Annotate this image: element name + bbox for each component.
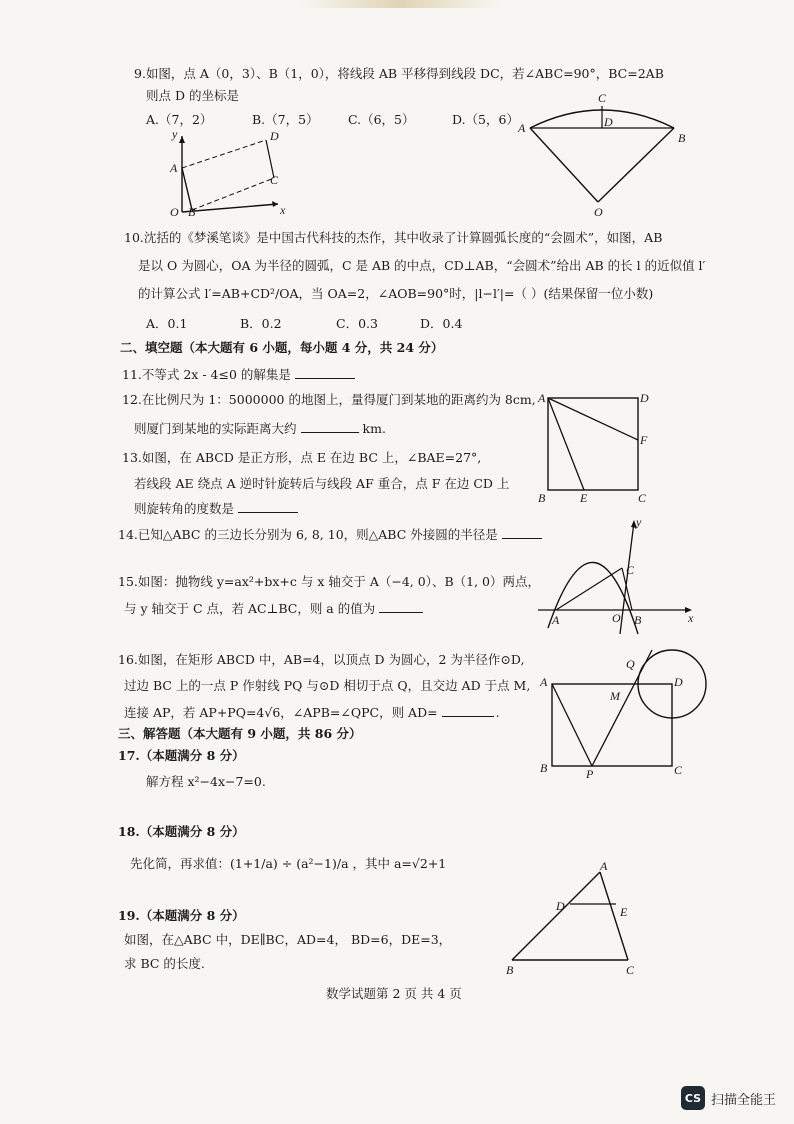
q9-choice-a: A.（7，2） [146,112,213,127]
q16-label-a: A [540,675,548,689]
q15-label-c: C [626,563,635,577]
q15-parabola-figure [534,516,704,636]
q10-choice-d: D．0.4 [420,316,463,331]
q17-body: 解方程 x²−4x−7=0. [146,774,266,789]
q17-title: 17.（本题满分 8 分） [118,748,245,763]
q9-label-o: O [170,205,179,219]
q10-arc-figure [512,88,692,218]
q16-label-m: M [610,689,620,703]
section3-title: 三、解答题（本大题有 9 小题，共 86 分） [118,726,362,741]
q16-line3: 连接 AP，若 AP+PQ=4√6，∠APB=∠QPC，则 AD= . [124,705,500,720]
q16-label-p: P [586,767,594,781]
q12-line1: 12.在比例尺为 1：5000000 的地图上，量得厦门到某地的距离约为 8cm, [122,392,536,407]
q10-choice-a: A．0.1 [146,316,188,331]
q16-rectangle-figure [536,646,716,780]
q19-label-b: B [506,963,514,977]
q15-label-b: B [634,613,642,627]
q10-line3: 的计算公式 l′=AB+CD²/OA，当 OA=2，∠AOB=90°时，|l−l′|=（ ）(结果保留一位小数) [138,286,654,301]
q18-title: 18.（本题满分 8 分） [118,824,245,839]
q13-label-b: B [538,491,546,505]
q15-line2: 与 y 轴交于 C 点，若 AC⊥BC，则 a 的值为 [124,600,423,617]
q19-label-a: A [600,859,608,873]
page-footer: 数学试题第 2 页 共 4 页 [326,986,462,1001]
q13-label-c: C [638,491,647,505]
q16-label-q: Q [626,657,635,671]
q19-title: 19.（本题满分 8 分） [118,908,245,923]
q16-line1: 16.如图，在矩形 ABCD 中，AB=4，以顶点 D 为圆心，2 为半径作⊙D, [118,652,525,667]
q15-label-x: x [688,611,694,625]
q12-line2: 则厦门到某地的实际距离大约 km. [134,421,386,436]
camscanner-logo-icon: CS [681,1086,705,1110]
q14-text: 14.已知△ABC 的三边长分别为 6, 8, 10，则△ABC 外接圆的半径是 [118,526,542,543]
q16-label-b: B [540,761,548,775]
q9-label-x: x [280,203,286,217]
q15-line1: 15.如图：抛物线 y=ax²+bx+c 与 x 轴交于 A（−4, 0）、B（1, 0）两点， [118,574,540,589]
q9-line1: 9.如图，点 A（0，3）、B（1，0），将线段 AB 平移得到线段 DC，若∠ABC=90°，BC=2AB [134,66,664,81]
q10-line1: 10.沈括的《梦溪笔谈》是中国古代科技的杰作，其中收录了计算圆弧长度的“会圆术”，如图，AB [124,230,663,245]
scanner-watermark [681,1086,776,1110]
q13-line3: 则旋转角的度数是 [134,500,298,517]
q13-label-e: E [580,491,588,505]
q19-line1: 如图，在△ABC 中，DE∥BC，AD=4， BD=6，DE=3， [124,932,452,947]
q16-label-c: C [674,763,683,777]
q13-label-f: F [640,433,648,447]
q10-label-a: A [518,121,526,135]
q10-line2: 是以 O 为圆心，OA 为半径的圆弧，C 是 AB 的中点，CD⊥AB，“会圆术”给出 AB 的长 l 的近似值 l′ [138,258,706,273]
q9-label-a: A [170,161,178,175]
q16-line2: 过边 BC 上的一点 P 作射线 PQ 与⊙D 相切于点 Q，且交边 AD 于点 M, [124,678,531,693]
q13-label-a: A [538,391,546,405]
q13-line2: 若线段 AE 绕点 A 逆时针旋转后与线段 AF 重合，点 F 在边 CD 上 [134,476,510,491]
q10-label-d: D [604,115,613,129]
scan-stain [300,0,500,8]
q9-label-d: D [270,129,279,143]
q13-label-d: D [640,391,649,405]
q15-label-y: y [636,515,642,529]
q9-choice-c: C.（6，5） [348,112,415,127]
q9-label-y: y [172,127,178,141]
q15-label-a: A [552,613,560,627]
q11-text: 11.不等式 2x - 4≤0 的解集是 [122,366,355,383]
q19-label-c: C [626,963,635,977]
q13-line1: 13.如图，在 ABCD 是正方形，点 E 在边 BC 上，∠BAE=27°, [122,450,482,465]
q10-label-c: C [598,91,607,105]
q19-label-e: E [620,905,628,919]
q13-square-figure [536,388,656,512]
section2-title: 二、填空题（本大题有 6 小题，每小题 4 分，共 24 分） [120,340,444,355]
q16-label-d: D [674,675,683,689]
scanner-label: 扫描全能王 [710,1092,776,1108]
q9-coordinate-figure [160,124,300,224]
q9-choice-d: D.（5，6） [452,112,519,127]
q18-body: 先化简，再求值：(1+1/a) ÷ (a²−1)/a ，其中 a=√2+1 [130,856,447,871]
q9-label-b: B [188,205,196,219]
q19-triangle-figure [500,860,650,978]
q19-label-d: D [556,899,565,913]
q9-line2: 则点 D 的坐标是 [146,88,239,103]
q9-choice-b: B.（7，5） [252,112,319,127]
q19-line2: 求 BC 的长度. [124,956,205,971]
q10-label-b: B [678,131,686,145]
q10-choice-c: C．0.3 [336,316,378,331]
q15-label-o: O [612,611,621,625]
q9-label-c: C [270,173,279,187]
q10-label-o: O [594,205,603,219]
q10-choice-b: B．0.2 [240,316,282,331]
